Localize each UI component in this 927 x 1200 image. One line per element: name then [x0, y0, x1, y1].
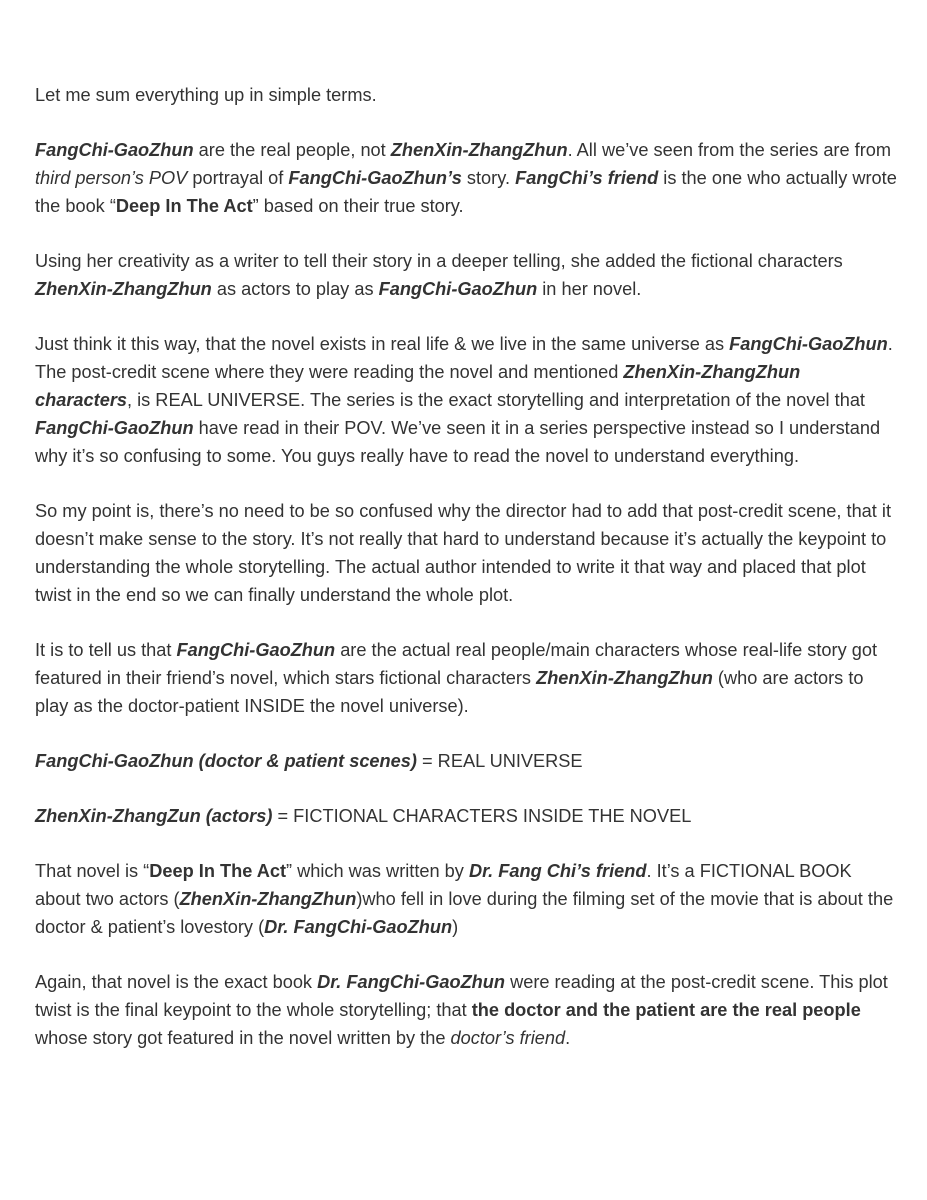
text-run: )who fell in love during the filming set of the movie that is about the doctor & patient’s lovestory (: [35, 889, 894, 937]
text-run: ): [452, 917, 459, 937]
bold-text: Deep In The Act: [115, 196, 253, 216]
bold-italic-text: ZhenXin-ZhangZhun: [35, 279, 212, 299]
text-run: whose story got featured in the novel written by the: [35, 1028, 451, 1048]
text-run: . It’s a FICTIONAL BOOK about two actors (: [35, 861, 852, 909]
paragraph-1: [35, 81, 897, 109]
paragraph-4: [35, 330, 897, 470]
bold-italic-text: FangChi-GaoZhun’s: [288, 168, 462, 188]
text-run: ” which was written by: [286, 861, 469, 881]
bold-italic-text: Dr. FangChi-GaoZhun: [264, 917, 453, 937]
text-run: . The post-credit scene where they were reading the novel and mentioned: [35, 334, 893, 382]
bold-italic-text: ZhenXin-ZhangZhun: [390, 140, 568, 160]
bold-text: the doctor and the patient are the real people: [471, 1000, 861, 1020]
text-run: were reading at the post-credit scene. This plot twist is the final keypoint to the whole storytelling; that: [35, 972, 888, 1020]
bold-italic-text: Dr. Fang Chi’s friend: [468, 861, 647, 881]
text-run: That novel is “: [35, 861, 150, 881]
text-run: is the one who actually wrote the book “: [35, 168, 897, 216]
text-run: It is to tell us that: [35, 640, 177, 660]
text-run: ” based on their true story.: [252, 196, 464, 216]
bold-italic-text: FangChi-GaoZhun: [176, 640, 336, 660]
italic-text: third person’s POV: [35, 168, 188, 188]
bold-italic-text: FangChi-GaoZhun: [35, 140, 194, 160]
bold-italic-text: ZhenXin-ZhangZhun: [536, 668, 713, 688]
bold-italic-text: FangChi-GaoZhun: [729, 334, 888, 354]
bold-italic-text: ZhenXin-ZhangZhun: [179, 889, 357, 909]
text-run: Again, that novel is the exact book: [35, 972, 318, 992]
text-run: story.: [461, 168, 516, 188]
paragraph-7: [35, 747, 897, 775]
italic-text: doctor’s friend: [450, 1028, 566, 1048]
text-run: Let me sum everything up in simple terms.: [35, 85, 377, 105]
paragraph-8: [35, 802, 897, 830]
bold-text: Deep In The Act: [149, 861, 286, 881]
text-run: in her novel.: [537, 279, 642, 299]
text-run: = FICTIONAL CHARACTERS INSIDE THE NOVEL: [272, 806, 692, 826]
paragraph-2: [35, 136, 897, 220]
text-run: are the actual real people/main characters whose real-life story got featured in their friend’s novel, which stars fictional characters: [35, 640, 878, 688]
text-run: So my point is, there’s no need to be so confused why the director had to add that post-credit scene, that it doesn’t make sense to the story. It’s not really that hard to understand because it’s actually the keypoint to understanding the whole storytelling. The actual author intended to write it that way and placed that plot twist in the end so we can finally understand the whole plot.: [35, 501, 891, 605]
text-run: are the real people, not: [193, 140, 391, 160]
text-run: (who are actors to play as the doctor-patient INSIDE the novel universe).: [35, 668, 864, 716]
bold-italic-text: FangChi’s friend: [515, 168, 659, 188]
text-run: Using her creativity as a writer to tell their story in a deeper telling, she added the fictional characters: [35, 251, 843, 271]
paragraph-9: [35, 857, 897, 941]
bold-italic-text: FangChi-GaoZhun: [35, 418, 194, 438]
text-run: have read in their POV. We’ve seen it in a series perspective instead so I understand why it’s so confusing to some. You guys really have to read the novel to understand everything.: [35, 418, 881, 466]
text-run: Just think it this way, that the novel exists in real life & we live in the same universe as: [35, 334, 730, 354]
text-run: .: [565, 1028, 571, 1048]
text-run: = REAL UNIVERSE: [416, 751, 583, 771]
paragraph-10: [35, 968, 897, 1052]
bold-italic-text: Dr. FangChi-GaoZhun: [317, 972, 506, 992]
text-run: portrayal of: [187, 168, 289, 188]
text-run: , is REAL UNIVERSE. The series is the exact storytelling and interpretation of the novel that: [127, 390, 865, 410]
bold-italic-text: ZhenXin-ZhangZhun characters: [35, 362, 801, 410]
bold-italic-text: FangChi-GaoZhun (doctor & patient scenes): [35, 751, 417, 771]
bold-italic-text: FangChi-GaoZhun: [378, 279, 538, 299]
text-run: . All we’ve seen from the series are from: [567, 140, 892, 160]
paragraph-5: [35, 497, 897, 609]
paragraph-6: [35, 636, 897, 720]
document-body: [35, 81, 897, 1079]
text-run: as actors to play as: [211, 279, 379, 299]
paragraph-3: [35, 247, 897, 303]
bold-italic-text: ZhenXin-ZhangZun (actors): [35, 806, 273, 826]
